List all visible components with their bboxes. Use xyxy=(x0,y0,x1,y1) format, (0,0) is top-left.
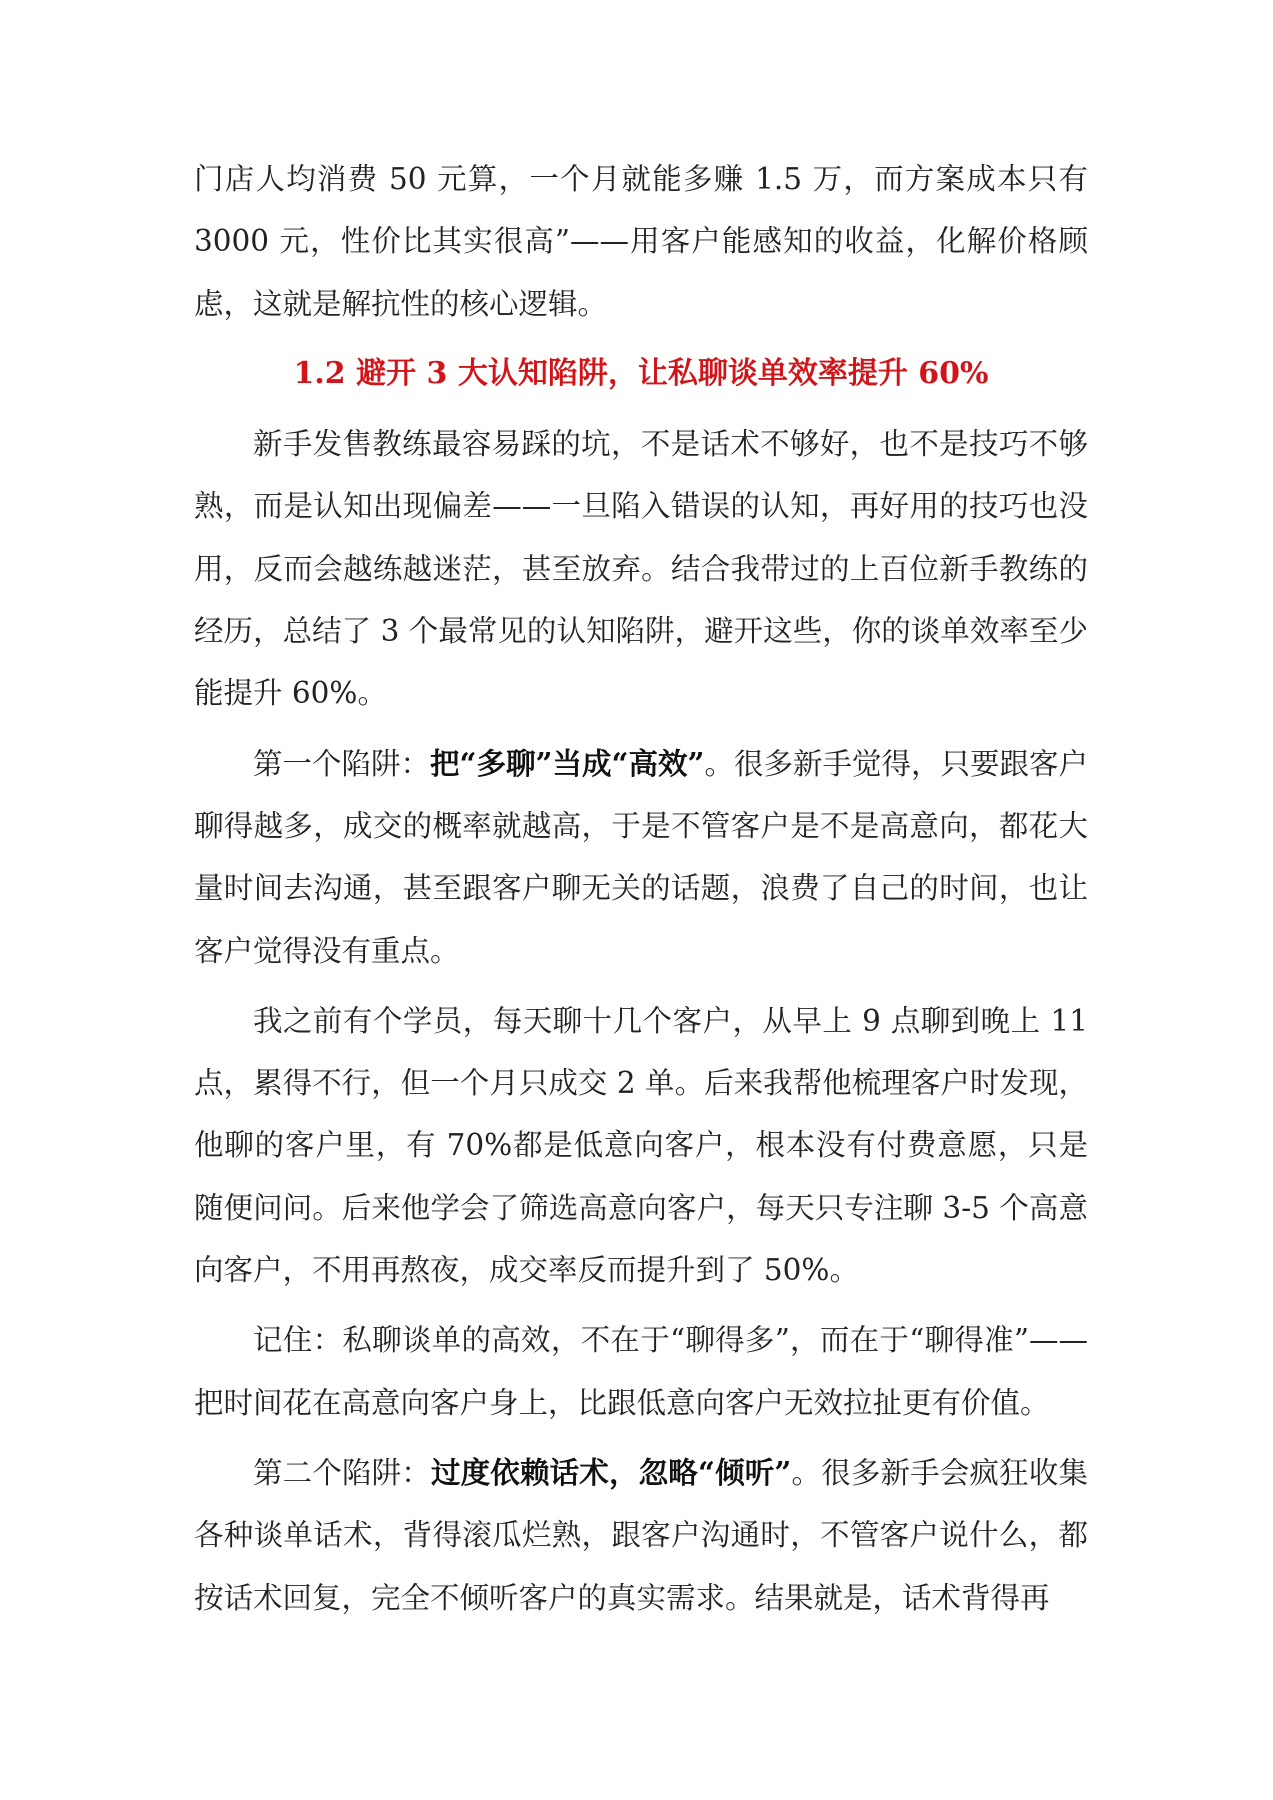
paragraph-continuation: 门店人均消费 50 元算，一个月就能多赚 1.5 万，而方案成本只有 3000 元，性价比其实很高”——用客户能感知的收益，化解价格顾虑，这就是解抗性的核心逻辑。 xyxy=(194,162,1088,321)
trap-two-lead: 第二个陷阱： xyxy=(253,1455,431,1490)
section-heading: 1.2 避开 3 大认知陷阱，让私聊谈单效率提升 60% xyxy=(293,355,989,391)
trap-two-body: 。很多新手会疯狂收集各种谈单话术，背得滚瓜烂熟，跟客户沟通时，不管客户说什么，都按话术回复，完全不倾听客户的真实需求。结果就是，话术背得再 xyxy=(194,1455,1088,1615)
paragraph-remember: 记住：私聊谈单的高效，不在于“聊得多”，而在于“聊得准”——把时间花在高意向客户身上，比跟低意向客户无效拉扯更有价值。 xyxy=(194,1323,1088,1420)
trap-one-title: 把“多聊”当成“高效” xyxy=(430,745,705,781)
paragraph-intro: 新手发售教练最容易踩的坑，不是话术不够好，也不是技巧不够熟，而是认知出现偏差——一旦陷入错误的认知，再好用的技巧也没用，反而会越练越迷茫，甚至放弃。结合我带过的上百位新手教练的经历，总结了 3 个最常见的认知陷阱，避开这些，你的谈单效率至少能提升 60%。 xyxy=(194,427,1088,711)
paragraph-student-example: 我之前有个学员，每天聊十几个客户，从早上 9 点聊到晚上 11 点，累得不行，但一个月只成交 2 单。后来我帮他梳理客户时发现，他聊的客户里，有 70%都是低意向客户，根本没有付费意愿，只是随便问问。后来他学会了筛选高意向客户，每天只专注聊 3-5 个高意向客户，不用再熬夜，成交率反而提升到了 50%。 xyxy=(194,1003,1088,1288)
trap-one-body: 。很多新手觉得，只要跟客户聊得越多，成交的概率就越高，于是不管客户是不是高意向，都花大量时间去沟通，甚至跟客户聊无关的话题，浪费了自己的时间，也让客户觉得没有重点。 xyxy=(194,746,1088,968)
paragraph-trap-two xyxy=(194,1442,1088,1629)
document-page xyxy=(194,148,1088,1637)
trap-two-title: 过度依赖话术，忽略“倾听” xyxy=(430,1454,792,1490)
trap-one-lead: 第一个陷阱： xyxy=(253,746,431,781)
paragraph-trap-one xyxy=(194,733,1088,982)
